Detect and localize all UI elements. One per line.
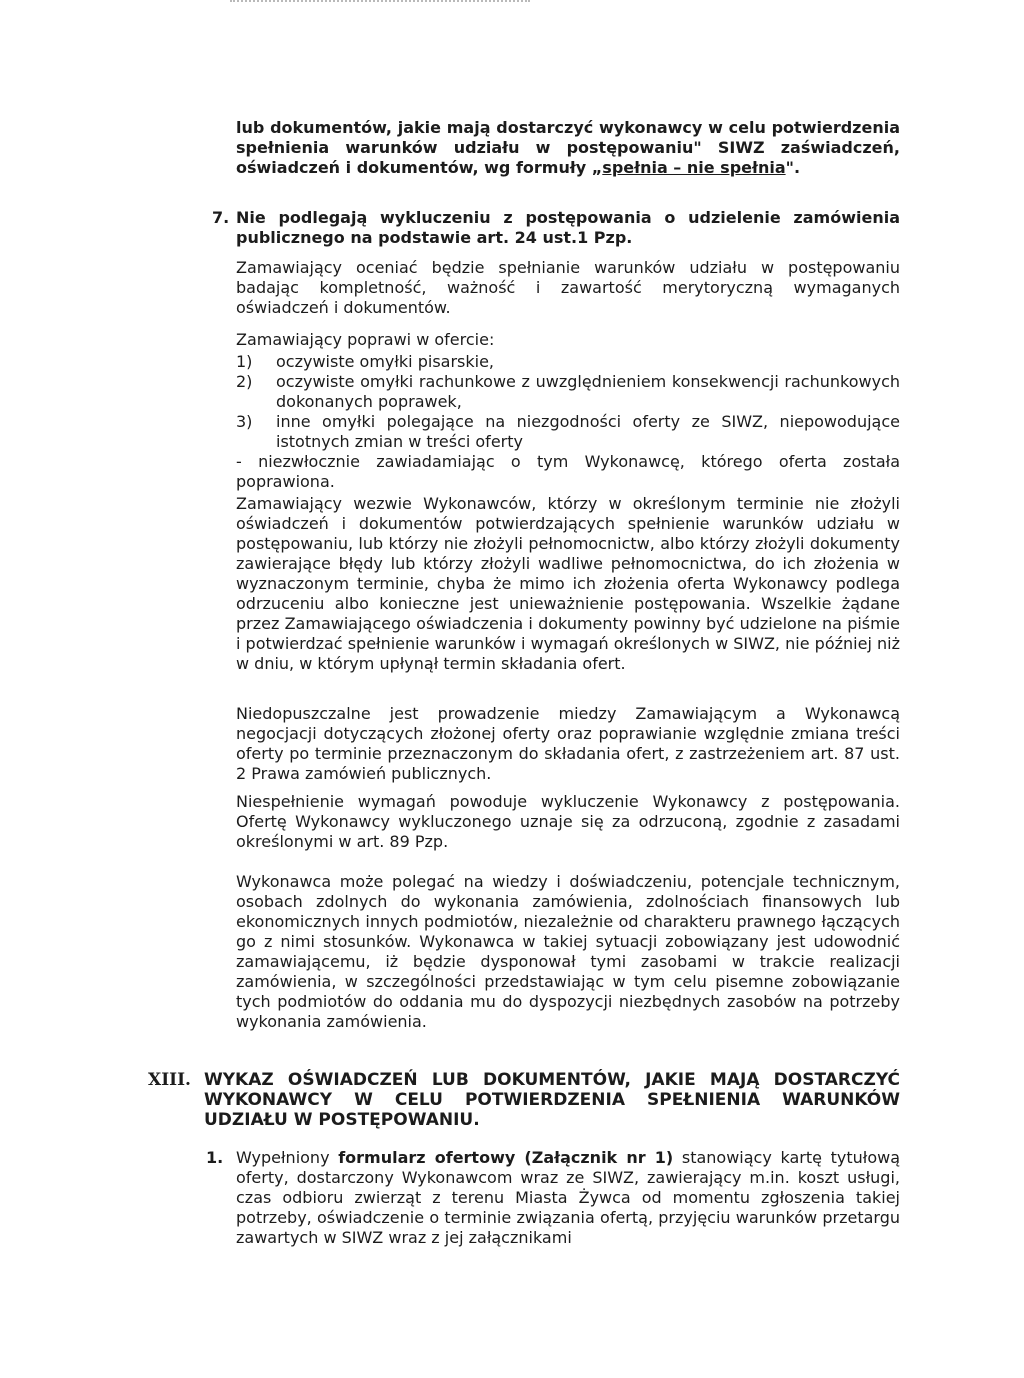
section-item-1-bold: formularz ofertowy (Załącznik nr 1): [338, 1148, 674, 1167]
correction-item-2-number: 2): [236, 372, 253, 391]
intro-underlined-text: spełnia – nie spełnia: [602, 158, 786, 177]
correction-item-1-text: oczywiste omyłki pisarskie,: [276, 352, 495, 371]
paragraph-ocena: Zamawiający oceniać będzie spełnianie warunków udziału w postępowaniu badając kompletność, ważność i zawartość merytoryczną wymaganych oświadczeń i dokumentów.: [236, 258, 900, 317]
correction-item-3: [236, 412, 900, 452]
paragraph-wezwanie: Zamawiający wezwie Wykonawców, którzy w określonym terminie nie złożyli oświadczeń i dokumentów potwierdzających spełnienie warunków udziału w postępowaniu, lub którzy nie złożyli pełnomocnictw, albo którzy złożyli dokumenty zawierające błędy lub którzy złożyli wadliwe pełnomocnictwa, do ich złożenia w wyznaczonym terminie, chyba że mimo ich złożenia oferta Wykonawcy podlega odrzuceniu albo konieczne jest unieważnienie postępowania. Wszelkie żądane przez Zamawiającego oświadczenia i dokumenty powinny być udzielone na piśmie i potwierdzać spełnienie warunków i wymagań określonych w SIWZ, nie później niż w dniu, w którym upłynął termin składania ofert.: [236, 494, 900, 673]
paragraph-wiedza: Wykonawca może polegać na wiedzy i doświadczeniu, potencjale technicznym, osobach zdolnych do wykonania zamówienia, zdolnościach finansowych lub ekonomicznych innych podmiotów, niezależnie od charakteru prawnego łączących go z nimi stosunków. Wykonawca w takiej sytuacji zobowiązany jest udowodnić zamawiającemu, iż będzie dysponował tymi zasobami w trakcie realizacji zamówienia, w szczególności przedstawiając w tym celu pisemne zobowiązanie tych podmiotów do oddania mu do dyspozycji niezbędnych zasobów na potrzeby wykonania zamówienia.: [236, 872, 900, 1031]
section-item-1-number: 1.: [206, 1148, 224, 1167]
correction-item-3-text: inne omyłki polegające na niezgodności oferty ze SIWZ, niepowodujące istotnych zmian w treści oferty: [276, 412, 900, 451]
intro-text: lub dokumentów, jakie mają dostarczyć wykonawcy w celu potwierdzenia spełnienia warunków udziału w postępowaniu" SIWZ zaświadczeń, oświadczeń i dokumentów, wg formuły „: [236, 118, 900, 177]
corrections-intro: Zamawiający poprawi w ofercie:: [236, 330, 495, 349]
correction-item-2-text: oczywiste omyłki rachunkowe z uwzględnieniem konsekwencji rachunkowych dokonanych poprawek,: [276, 372, 900, 411]
scan-edge-marks: [230, 0, 530, 8]
item-7-number: 7.: [212, 208, 230, 227]
correction-item-1-number: 1): [236, 352, 253, 371]
paragraph-niespelnienie: Niespełnienie wymagań powoduje wykluczenie Wykonawcy z postępowania. Ofertę Wykonawcy wykluczonego uznaje się za odrzuconą, zgodnie z zasadami określonymi w art. 89 Pzp.: [236, 792, 900, 851]
corrections-block: [236, 330, 900, 492]
item-7-text: Nie podlegają wykluczeniu z postępowania o udzielenie zamówienia publicznego na podstawie art. 24 ust.1 Pzp.: [236, 208, 900, 247]
intro-end: ".: [785, 158, 801, 177]
corrections-note: - niezwłocznie zawiadamiając o tym Wykonawcę, którego oferta została poprawiona.: [236, 452, 900, 491]
section-xiii-heading: [148, 1070, 900, 1130]
section-title: WYKAZ OŚWIADCZEŃ LUB DOKUMENTÓW, JAKIE MAJĄ DOSTARCZYĆ WYKONAWCY W CELU POTWIERDZENIA SPEŁNIENIA WARUNKÓW UDZIAŁU W POSTĘPOWANIU.: [204, 1070, 900, 1130]
correction-item-1: [236, 352, 900, 372]
correction-item-3-number: 3): [236, 412, 253, 431]
section-item-1-post: stanowiący kartę tytułową oferty, dostarczony Wykonawcom wraz ze SIWZ, zawierający m.in. koszt usługi, czas odbioru zwierząt z terenu Miasta Żywca od momentu zgłoszenia takiej potrzeby, oświadczenie o terminie związania ofertą, przyjęciu warunków przetargu zawartych w SIWZ wraz z jej załącznikami: [236, 1148, 900, 1247]
section-item-1-text: [236, 1148, 900, 1248]
item-7: [212, 208, 900, 248]
section-item-1: [206, 1148, 900, 1248]
section-item-1-pre: Wypełniony: [236, 1148, 339, 1167]
paragraph-negocjacje: Niedopuszczalne jest prowadzenie miedzy Zamawiającym a Wykonawcą negocjacji dotyczących złożonej oferty oraz poprawianie względnie zmiana treści oferty po terminie przeznaczonym do składania ofert, z zastrzeżeniem art. 87 ust. 2 Prawa zamówień publicznych.: [236, 704, 900, 783]
correction-item-2: [236, 372, 900, 412]
section-number: XIII.: [148, 1070, 191, 1090]
intro-paragraph: [236, 118, 900, 178]
